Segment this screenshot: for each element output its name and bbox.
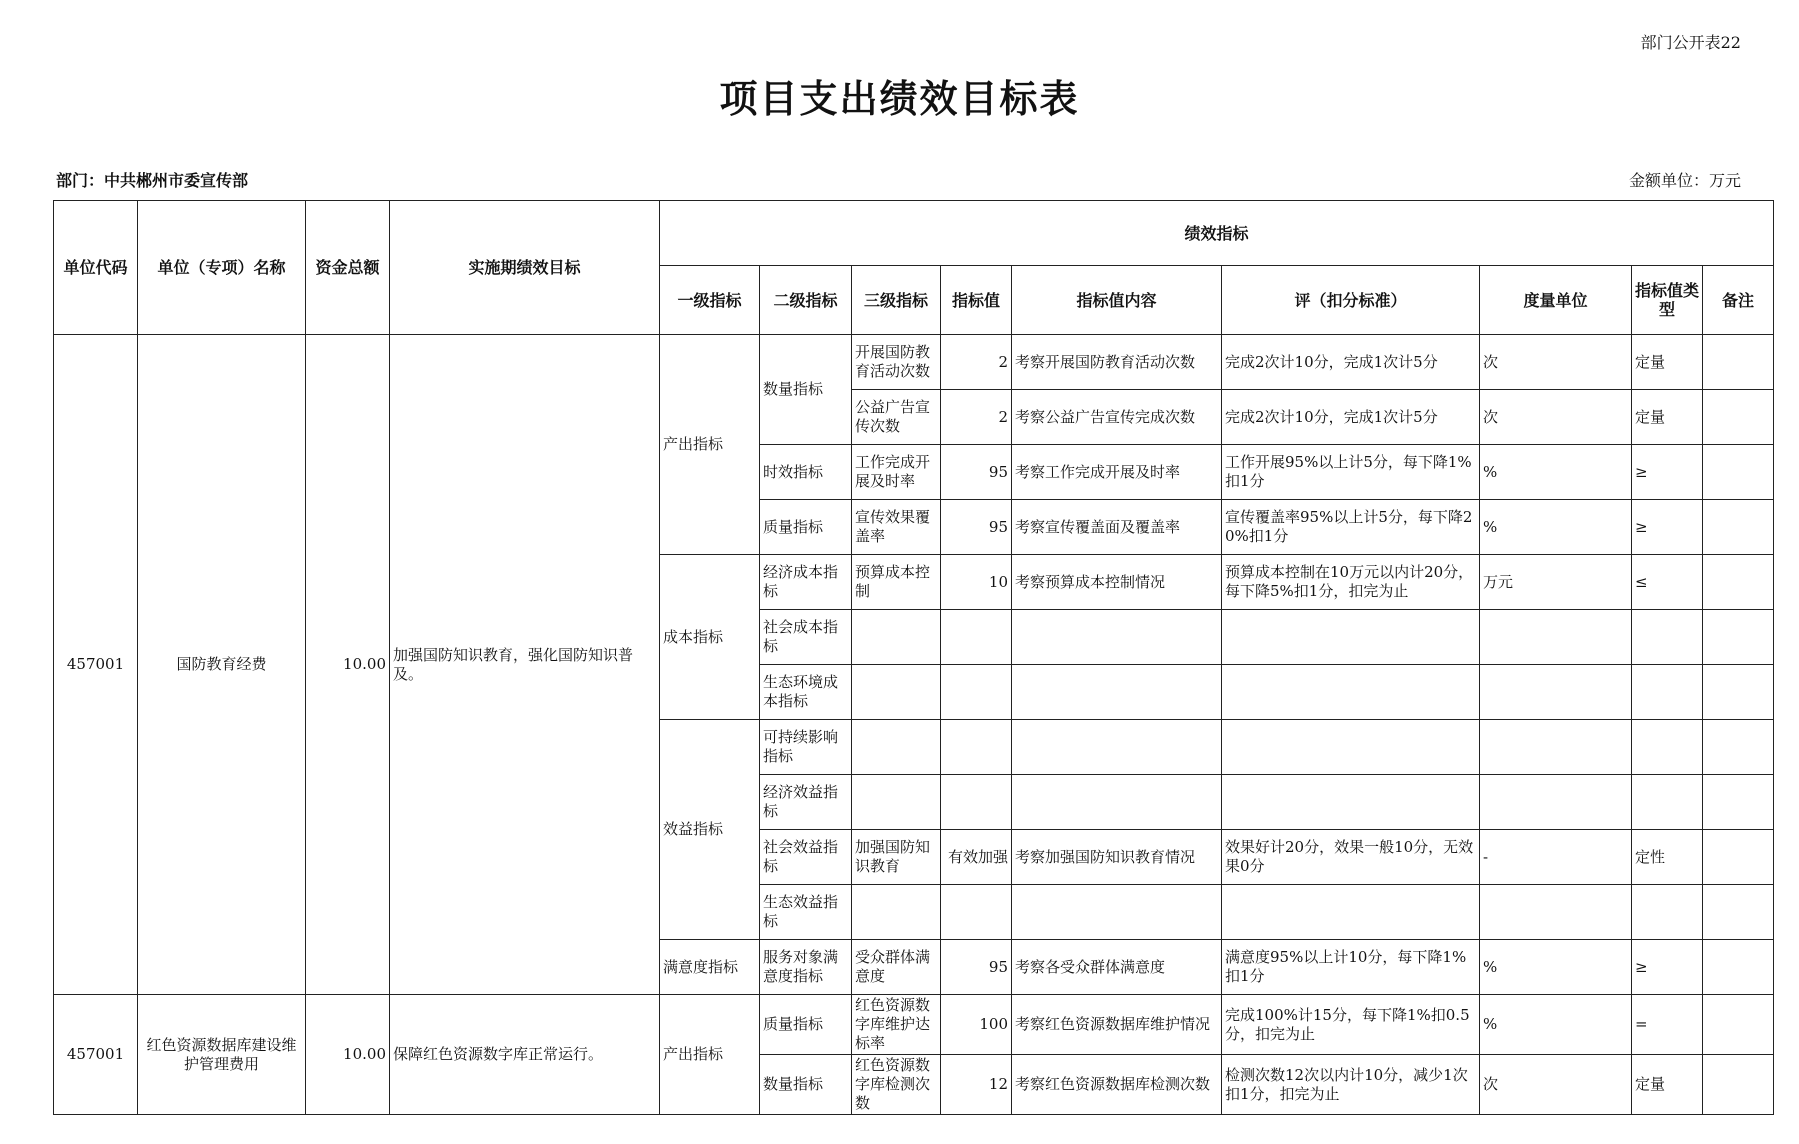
col-header-value-type: 指标值类型 — [1632, 266, 1703, 335]
page-title: 项目支出绩效目标表 — [719, 77, 1080, 121]
value-type-cell: ≥ — [1632, 500, 1703, 555]
value-type-cell — [1632, 775, 1703, 830]
note-cell — [1703, 885, 1774, 940]
measure-cell: % — [1480, 995, 1632, 1055]
level2-cell: 可持续影响指标 — [760, 720, 852, 775]
department-label: 部门：中共郴州市委宣传部 — [56, 171, 249, 190]
standard-cell: 工作开展95%以上计5分，每下降1%扣1分 — [1222, 445, 1480, 500]
level1-cell: 效益指标 — [660, 720, 760, 940]
col-header-level1: 一级指标 — [660, 266, 760, 335]
standard-cell: 预算成本控制在10万元以内计20分，每下降5%扣1分，扣完为止 — [1222, 555, 1480, 610]
note-cell — [1703, 500, 1774, 555]
value-cell — [941, 885, 1012, 940]
value-type-cell: 定性 — [1632, 830, 1703, 885]
value-type-cell — [1632, 885, 1703, 940]
level3-cell: 公益广告宣传次数 — [852, 390, 941, 445]
standard-cell: 满意度95%以上计10分，每下降1%扣1分 — [1222, 940, 1480, 995]
level2-cell: 数量指标 — [760, 335, 852, 445]
content-cell: 考察各受众群体满意度 — [1012, 940, 1222, 995]
value-type-cell — [1632, 610, 1703, 665]
col-header-value: 指标值 — [941, 266, 1012, 335]
measure-cell: % — [1480, 500, 1632, 555]
level1-cell: 产出指标 — [660, 335, 760, 555]
note-cell — [1703, 445, 1774, 500]
col-header-performance: 绩效指标 — [660, 201, 1774, 266]
col-header-goal: 实施期绩效目标 — [390, 201, 660, 335]
value-type-cell: ≤ — [1632, 555, 1703, 610]
standard-cell — [1222, 885, 1480, 940]
value-type-cell: ≥ — [1632, 940, 1703, 995]
level2-cell: 生态效益指标 — [760, 885, 852, 940]
measure-cell — [1480, 610, 1632, 665]
table-row — [54, 995, 1774, 1055]
value-cell: 95 — [941, 500, 1012, 555]
level3-cell — [852, 720, 941, 775]
value-cell: 有效加强 — [941, 830, 1012, 885]
content-cell: 考察红色资源数据库检测次数 — [1012, 1055, 1222, 1115]
value-type-cell: ≥ — [1632, 445, 1703, 500]
standard-cell: 完成2次计10分，完成1次计5分 — [1222, 390, 1480, 445]
standard-cell — [1222, 610, 1480, 665]
level3-cell: 受众群体满意度 — [852, 940, 941, 995]
project-name-cell: 红色资源数据库建设维护管理费用 — [138, 995, 306, 1115]
level3-cell: 工作完成开展及时率 — [852, 445, 941, 500]
total-funds-cell: 10.00 — [306, 995, 390, 1115]
content-cell — [1012, 665, 1222, 720]
value-type-cell: 定量 — [1632, 1055, 1703, 1115]
standard-cell: 完成100%计15分，每下降1%扣0.5分，扣完为止 — [1222, 995, 1480, 1055]
measure-cell: - — [1480, 830, 1632, 885]
content-cell — [1012, 885, 1222, 940]
note-cell — [1703, 1055, 1774, 1115]
form-number: 部门公开表22 — [1640, 33, 1741, 52]
level2-cell: 质量指标 — [760, 995, 852, 1055]
level2-cell: 服务对象满意度指标 — [760, 940, 852, 995]
goal-cell: 保障红色资源数字库正常运行。 — [390, 995, 660, 1115]
level1-cell: 产出指标 — [660, 995, 760, 1115]
level2-cell: 时效指标 — [760, 445, 852, 500]
level3-cell — [852, 610, 941, 665]
value-cell — [941, 665, 1012, 720]
col-header-name: 单位（专项）名称 — [138, 201, 306, 335]
note-cell — [1703, 665, 1774, 720]
standard-cell: 检测次数12次以内计10分，减少1次扣1分，扣完为止 — [1222, 1055, 1480, 1115]
col-header-standard: 评（扣分标准） — [1222, 266, 1480, 335]
col-header-total: 资金总额 — [306, 201, 390, 335]
content-cell: 考察工作完成开展及时率 — [1012, 445, 1222, 500]
unit-code-cell: 457001 — [54, 335, 138, 995]
standard-cell — [1222, 775, 1480, 830]
standard-cell: 宣传覆盖率95%以上计5分，每下降20%扣1分 — [1222, 500, 1480, 555]
value-cell — [941, 610, 1012, 665]
standard-cell — [1222, 720, 1480, 775]
col-header-code: 单位代码 — [54, 201, 138, 335]
unit-code-cell: 457001 — [54, 995, 138, 1115]
col-header-content: 指标值内容 — [1012, 266, 1222, 335]
note-cell — [1703, 555, 1774, 610]
content-cell — [1012, 775, 1222, 830]
value-type-cell: 定量 — [1632, 335, 1703, 390]
note-cell — [1703, 610, 1774, 665]
measure-cell: 次 — [1480, 335, 1632, 390]
value-cell: 2 — [941, 390, 1012, 445]
value-type-cell: 定量 — [1632, 390, 1703, 445]
content-cell: 考察宣传覆盖面及覆盖率 — [1012, 500, 1222, 555]
value-cell — [941, 720, 1012, 775]
measure-cell: 万元 — [1480, 555, 1632, 610]
content-cell — [1012, 720, 1222, 775]
note-cell — [1703, 390, 1774, 445]
measure-cell: 次 — [1480, 1055, 1632, 1115]
level3-cell — [852, 885, 941, 940]
col-header-level3: 三级指标 — [852, 266, 941, 335]
level3-cell: 宣传效果覆盖率 — [852, 500, 941, 555]
measure-cell — [1480, 665, 1632, 720]
value-type-cell — [1632, 720, 1703, 775]
level1-cell: 成本指标 — [660, 555, 760, 720]
standard-cell: 效果好计20分，效果一般10分，无效果0分 — [1222, 830, 1480, 885]
col-header-level2: 二级指标 — [760, 266, 852, 335]
level2-cell: 数量指标 — [760, 1055, 852, 1115]
level3-cell: 红色资源数字库维护达标率 — [852, 995, 941, 1055]
performance-target-table — [53, 200, 1774, 1115]
level3-cell — [852, 775, 941, 830]
note-cell — [1703, 775, 1774, 830]
level2-cell: 生态环境成本指标 — [760, 665, 852, 720]
measure-cell — [1480, 775, 1632, 830]
value-cell: 95 — [941, 940, 1012, 995]
value-cell — [941, 775, 1012, 830]
content-cell: 考察红色资源数据库维护情况 — [1012, 995, 1222, 1055]
value-type-cell — [1632, 665, 1703, 720]
note-cell — [1703, 335, 1774, 390]
table-row — [54, 335, 1774, 390]
content-cell — [1012, 610, 1222, 665]
measure-cell — [1480, 885, 1632, 940]
level1-cell: 满意度指标 — [660, 940, 760, 995]
level3-cell: 红色资源数字库检测次数 — [852, 1055, 941, 1115]
level3-cell: 加强国防知识教育 — [852, 830, 941, 885]
measure-cell: % — [1480, 445, 1632, 500]
content-cell: 考察预算成本控制情况 — [1012, 555, 1222, 610]
project-name-cell: 国防教育经费 — [138, 335, 306, 995]
level3-cell: 预算成本控制 — [852, 555, 941, 610]
header-row-1 — [54, 201, 1774, 266]
note-cell — [1703, 940, 1774, 995]
value-cell: 2 — [941, 335, 1012, 390]
level3-cell: 开展国防教育活动次数 — [852, 335, 941, 390]
standard-cell — [1222, 665, 1480, 720]
col-header-note: 备注 — [1703, 266, 1774, 335]
level2-cell: 经济效益指标 — [760, 775, 852, 830]
level2-cell: 社会成本指标 — [760, 610, 852, 665]
measure-cell: 次 — [1480, 390, 1632, 445]
note-cell — [1703, 720, 1774, 775]
total-funds-cell: 10.00 — [306, 335, 390, 995]
measure-cell: % — [1480, 940, 1632, 995]
note-cell — [1703, 995, 1774, 1055]
content-cell: 考察开展国防教育活动次数 — [1012, 335, 1222, 390]
standard-cell: 完成2次计10分，完成1次计5分 — [1222, 335, 1480, 390]
col-header-measure: 度量单位 — [1480, 266, 1632, 335]
amount-unit-label: 金额单位：万元 — [1628, 171, 1741, 190]
value-cell: 95 — [941, 445, 1012, 500]
value-cell: 100 — [941, 995, 1012, 1055]
note-cell — [1703, 830, 1774, 885]
value-type-cell: = — [1632, 995, 1703, 1055]
content-cell: 考察公益广告宣传完成次数 — [1012, 390, 1222, 445]
level2-cell: 社会效益指标 — [760, 830, 852, 885]
level3-cell — [852, 665, 941, 720]
level2-cell: 质量指标 — [760, 500, 852, 555]
content-cell: 考察加强国防知识教育情况 — [1012, 830, 1222, 885]
level2-cell: 经济成本指标 — [760, 555, 852, 610]
measure-cell — [1480, 720, 1632, 775]
goal-cell: 加强国防知识教育，强化国防知识普及。 — [390, 335, 660, 995]
value-cell: 12 — [941, 1055, 1012, 1115]
value-cell: 10 — [941, 555, 1012, 610]
